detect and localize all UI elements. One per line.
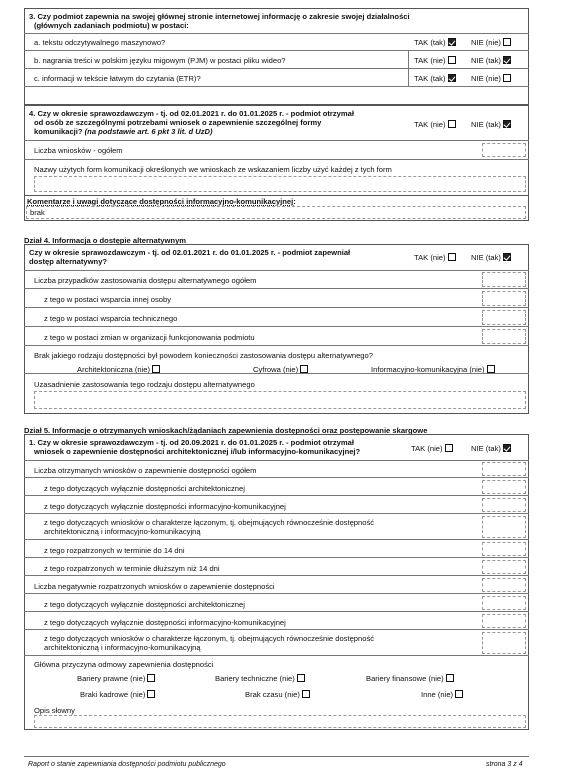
dzial5-row-label: Liczba negatywnie rozpatrzonych wniosków o zapewnienie dostępności: [34, 582, 275, 591]
dzial4-row-label: z tego w postaci wsparcia technicznego: [44, 314, 178, 323]
q3-c-label: c. informacji w tekście łatwym do czytania (ETR)?: [34, 74, 201, 83]
dzial5-row-label: z tego dotyczących wyłącznie dostępności informacyjno-komunikacyjnej: [44, 618, 286, 627]
q3-title: 3. Czy podmiot zapewnia na swojej głównej stronie internetowej informację o zakresie swojej działalności: [29, 12, 410, 21]
comments-value: brak: [30, 208, 45, 217]
dzial5-row-input[interactable]: [482, 614, 526, 628]
q3-divider: [408, 51, 409, 87]
checkbox-icon[interactable]: [446, 674, 454, 682]
dzial4-justify-label: Uzasadnienie zastosowania tego rodzaju dostępu alternatywnego: [34, 380, 255, 389]
q3-title-cont: (głównych zadaniach podmiotu) w postaci:: [34, 21, 189, 30]
dzial4-question-cont: dostęp alternatywny?: [29, 257, 108, 266]
dzial5-row-label: Liczba otrzymanych wniosków o zapewnienie dostępności ogółem: [34, 466, 257, 475]
dzial5-row-label: z tego dotyczących wyłącznie dostępności informacyjno-komunikacyjnej: [44, 502, 286, 511]
q3-b-tak[interactable]: TAK (nie): [414, 56, 456, 65]
q4-count-input[interactable]: [482, 143, 526, 157]
dzial5-row-input[interactable]: [482, 632, 526, 654]
dzial5-reason-label: Główna przyczyna odmowy zapewnienia dostępności: [34, 660, 214, 669]
q3-a-nie[interactable]: NIE (nie): [471, 38, 511, 47]
checkbox-icon[interactable]: [503, 38, 511, 46]
dzial5-desc-label: Opis słowny: [34, 706, 75, 715]
dzial4-row-input[interactable]: [482, 310, 526, 325]
q3-c-tak[interactable]: TAK (tak): [414, 74, 456, 83]
checkbox-icon[interactable]: [455, 690, 463, 698]
dzial5-row-input[interactable]: [482, 480, 526, 494]
dzial5-tak[interactable]: TAK (nie): [411, 444, 453, 453]
dzial5-row-input[interactable]: [482, 560, 526, 574]
dzial5-row-label: z tego rozpatrzonych w terminie dłuższym niż 14 dni: [44, 564, 220, 573]
checkbox-checked-icon[interactable]: [503, 56, 511, 64]
dzial4-justify-input[interactable]: [34, 391, 526, 409]
q3-a-tak[interactable]: TAK (tak): [414, 38, 456, 47]
dzial5-row-input[interactable]: [482, 578, 526, 592]
dzial4-row-input[interactable]: [482, 329, 526, 344]
dzial5-row-label-cont: architektoniczną i informacyjno-komunikacyjną: [44, 643, 201, 652]
checkbox-checked-icon[interactable]: [503, 444, 511, 452]
footer-left: Raport o stanie zapewniania dostępności podmiotu publicznego: [28, 761, 226, 768]
dzial4-title: Dział 4. Informacja o dostępie alternatywnym: [24, 236, 187, 245]
dzial4-cyfr[interactable]: Cyfrowa (nie): [253, 365, 308, 374]
footer-right: strona 3 z 4: [486, 761, 523, 768]
checkbox-icon[interactable]: [297, 674, 305, 682]
dzial5-row-label: z tego dotyczących wyłącznie dostępności architektonicznej: [44, 600, 245, 609]
q4-tak[interactable]: TAK (nie): [414, 120, 456, 129]
checkbox-checked-icon[interactable]: [448, 38, 456, 46]
dzial5-question: 1. Czy w okresie sprawozdawczym - tj. od 20.09.2021 r. do 01.01.2025 r. - podmiot otrzymał: [29, 438, 354, 447]
footer-rule: [24, 756, 529, 757]
dzial4-nie[interactable]: NIE (tak): [471, 253, 511, 262]
q4-forms-label: Nazwy użytych form komunikacji określonych we wnioskach ze wskazaniem liczby użyć każdej z tych form: [34, 165, 392, 174]
checkbox-icon[interactable]: [448, 253, 456, 261]
checkbox-icon[interactable]: [503, 74, 511, 82]
dzial4-row-input[interactable]: [482, 272, 526, 287]
dzial5-row-input[interactable]: [482, 462, 526, 476]
q3-c-nie[interactable]: NIE (nie): [471, 74, 511, 83]
q4-title-cont: od osób ze szczególnymi potrzebami wniosek o zapewnienie szczególnej formy: [34, 118, 322, 127]
checkbox-icon[interactable]: [147, 690, 155, 698]
dzial5-row-input[interactable]: [482, 498, 526, 512]
checkbox-checked-icon[interactable]: [503, 253, 511, 261]
q4-title-cont2: komunikacji? (na podstawie art. 6 pkt 3 lit. d UzD): [34, 127, 213, 136]
dzial5-row-input[interactable]: [482, 542, 526, 556]
checkbox-icon[interactable]: [302, 690, 310, 698]
checkbox-icon[interactable]: [147, 674, 155, 682]
dzial4-lack-row: [24, 346, 529, 374]
dzial5-question-cont: wniosek o zapewnienie dostępności architektonicznej i/lub informacyjno-komunikacyjnej?: [34, 447, 361, 456]
q4-nie[interactable]: NIE (tak): [471, 120, 511, 129]
checkbox-icon[interactable]: [445, 444, 453, 452]
q4-title: 4. Czy w okresie sprawozdawczym - tj. od 02.01.2021 r. do 01.01.2025 r. - podmiot otrzymał: [29, 109, 354, 118]
comments-label: Komentarze i uwagi dotyczące dostępności informacyjno-komunikacyjnej:: [27, 197, 296, 206]
checkbox-icon[interactable]: [448, 120, 456, 128]
reason-time[interactable]: Brak czasu (nie): [245, 690, 310, 699]
dzial5-row-label: z tego dotyczących wniosków o charakterze łączonym, tj. obejmujących równocześnie dostępność: [44, 634, 375, 643]
comments-input[interactable]: [26, 206, 526, 219]
dzial4-lack-label: Brak jakiego rodzaju dostępności był powodem konieczności zastosowania dostępu alternatywnego?: [34, 351, 373, 360]
q4-count-label: Liczba wniosków - ogółem: [34, 146, 123, 155]
q3-b-label: b. nagrania treści w polskim języku migowym (PJM) w postaci pliku wideo?: [34, 56, 286, 65]
reason-technical[interactable]: Bariery techniczne (nie): [215, 674, 305, 683]
dzial5-row-input[interactable]: [482, 516, 526, 538]
q4-forms-input[interactable]: [34, 176, 526, 192]
dzial4-tak[interactable]: TAK (nie): [414, 253, 456, 262]
reason-legal[interactable]: Bariery prawne (nie): [77, 674, 155, 683]
dzial5-row-label: z tego dotyczących wniosków o charakterze łączonym, tj. obejmujących równocześnie dostępność: [44, 518, 375, 527]
reason-financial[interactable]: Bariery finansowe (nie): [366, 674, 454, 683]
q3-a-label: a. tekstu odczytywalnego maszynowo?: [34, 38, 166, 47]
reason-other[interactable]: Inne (nie): [421, 690, 463, 699]
dzial4-info[interactable]: Informacyjno-komunikacyjna (nie): [371, 365, 495, 374]
dzial5-row-label-cont: architektoniczną i informacyjno-komunikacyjną: [44, 527, 201, 536]
dzial5-title: Dział 5. Informacje o otrzymanych wnioskach/żądaniach zapewnienia dostępności oraz postępowanie skargowe: [24, 426, 428, 435]
dzial4-row-label: Liczba przypadków zastosowania dostępu alternatywnego ogółem: [34, 276, 257, 285]
dzial4-arch[interactable]: Architektoniczna (nie): [77, 365, 160, 374]
dzial4-row-label: z tego w postaci zmian w organizacji funkcjonowania podmiotu: [44, 333, 255, 342]
reason-staff[interactable]: Braki kadrowe (nie): [80, 690, 155, 699]
dzial5-desc-input[interactable]: [34, 715, 526, 728]
checkbox-checked-icon[interactable]: [448, 74, 456, 82]
dzial4-question: Czy w okresie sprawozdawczym - tj. od 02.01.2021 r. do 01.01.2025 r. - podmiot zapewniał: [29, 248, 351, 257]
dzial5-nie[interactable]: NIE (tak): [471, 444, 511, 453]
q3-b-nie[interactable]: NIE (tak): [471, 56, 511, 65]
dzial5-row-label: z tego rozpatrzonych w terminie do 14 dni: [44, 546, 185, 555]
dzial4-row-input[interactable]: [482, 291, 526, 306]
dzial4-row-label: z tego w postaci wsparcia innej osoby: [44, 295, 172, 304]
dzial5-row-label: z tego dotyczących wyłącznie dostępności architektonicznej: [44, 484, 245, 493]
dzial5-row-input[interactable]: [482, 596, 526, 610]
checkbox-icon[interactable]: [448, 56, 456, 64]
checkbox-checked-icon[interactable]: [503, 120, 511, 128]
